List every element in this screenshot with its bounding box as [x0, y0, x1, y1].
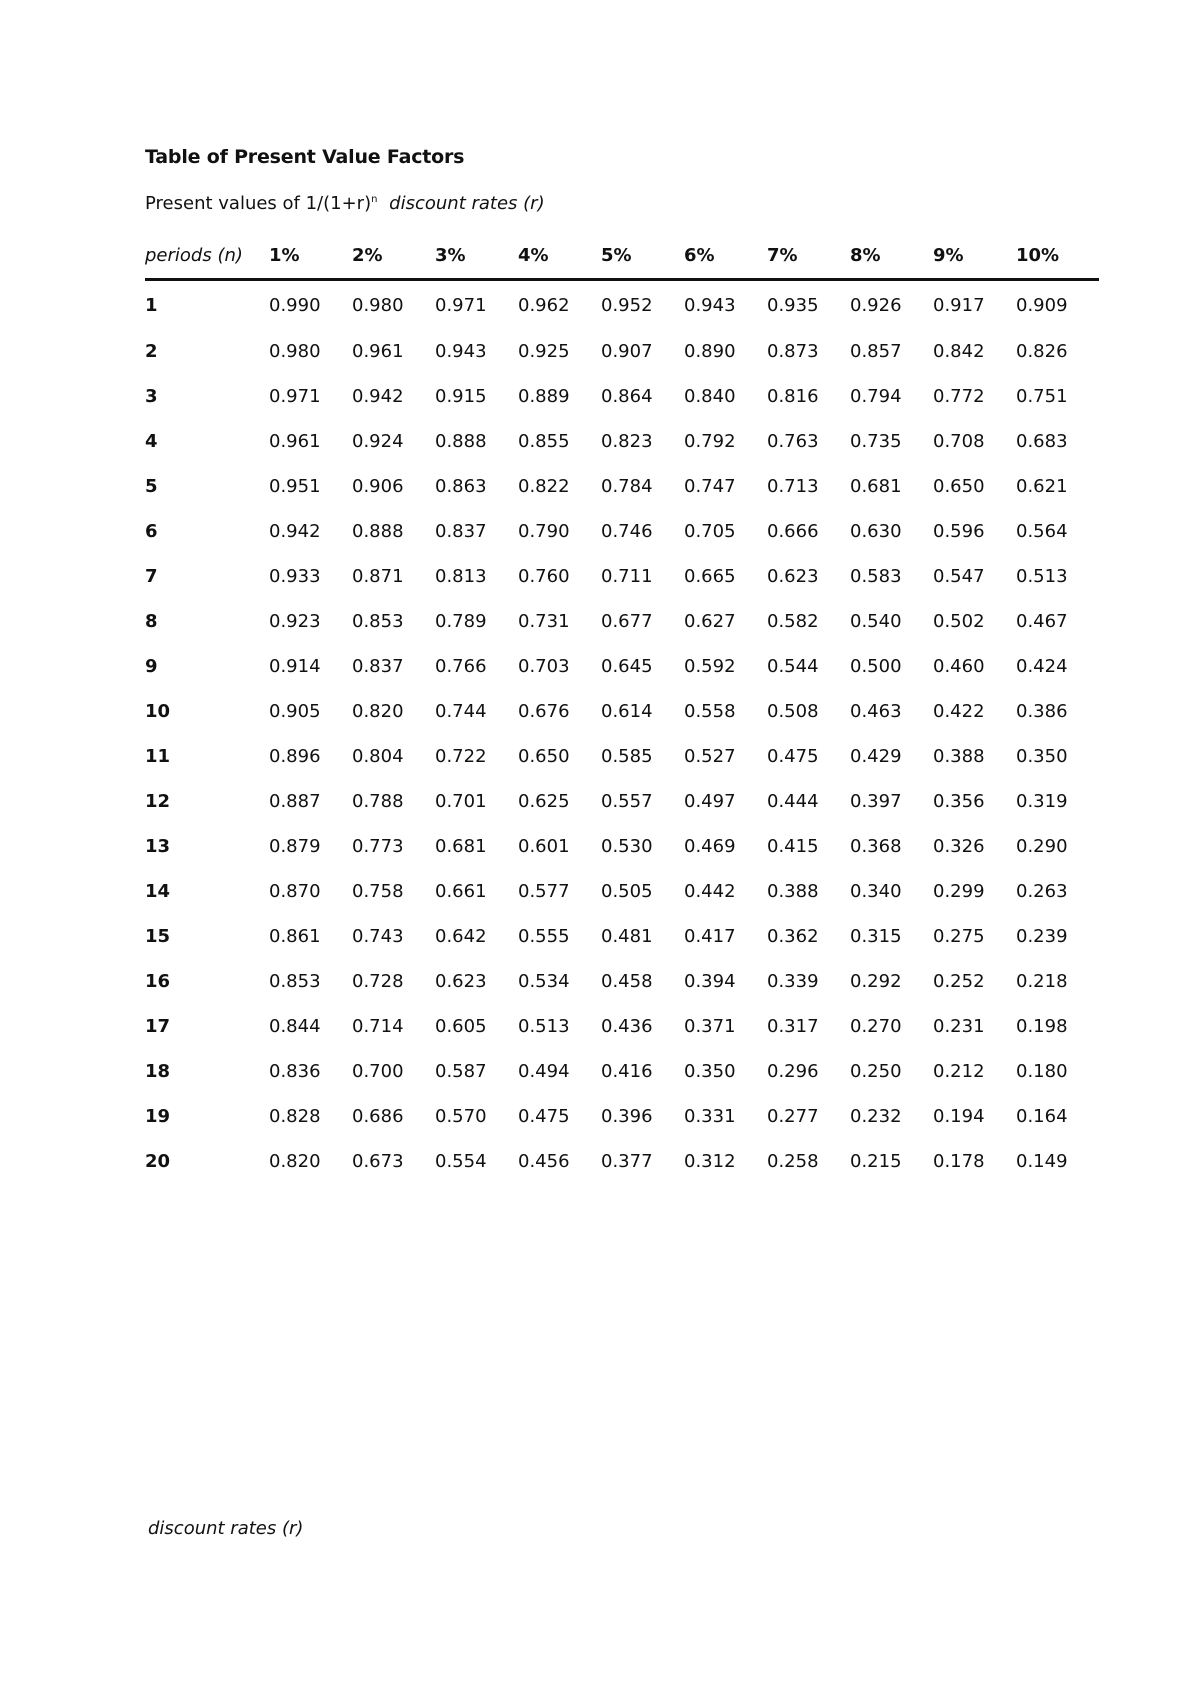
period-cell: 2 — [145, 341, 158, 362]
factor-cell: 0.763 — [767, 431, 819, 452]
period-cell: 17 — [145, 1016, 171, 1037]
factor-cell: 0.429 — [850, 746, 902, 767]
factor-cell: 0.500 — [850, 656, 902, 677]
factor-cell: 0.828 — [269, 1106, 321, 1127]
factor-cell: 0.980 — [352, 294, 404, 316]
factor-cell: 0.917 — [933, 294, 985, 316]
factor-cell: 0.394 — [684, 971, 736, 992]
table-body — [145, 280, 1099, 1185]
period-cell: 3 — [145, 386, 158, 407]
factor-cell: 0.804 — [352, 746, 404, 767]
factor-cell: 0.215 — [850, 1151, 902, 1172]
table-row — [145, 779, 1099, 824]
factor-cell: 0.661 — [435, 881, 487, 902]
rate-header: 1% — [269, 244, 300, 266]
factor-cell: 0.513 — [1016, 566, 1068, 587]
factor-cell: 0.942 — [269, 521, 321, 542]
rate-axis-label: discount rates (r) — [389, 193, 545, 214]
factor-cell: 0.813 — [435, 566, 487, 587]
factor-cell: 0.728 — [352, 971, 404, 992]
factor-cell: 0.296 — [767, 1061, 819, 1082]
factor-cell: 0.766 — [435, 656, 487, 677]
factor-cell: 0.853 — [352, 611, 404, 632]
factor-cell: 0.853 — [269, 971, 321, 992]
table-row — [145, 644, 1099, 689]
period-cell: 5 — [145, 476, 158, 497]
factor-cell: 0.889 — [518, 386, 570, 407]
rate-header: 6% — [684, 244, 715, 266]
factor-cell: 0.397 — [850, 791, 902, 812]
factor-cell: 0.198 — [1016, 1016, 1068, 1037]
factor-cell: 0.873 — [767, 341, 819, 362]
factor-cell: 0.388 — [933, 746, 985, 767]
factor-cell: 0.735 — [850, 431, 902, 452]
period-cell: 8 — [145, 611, 158, 632]
factor-cell: 0.331 — [684, 1106, 736, 1127]
factor-cell: 0.842 — [933, 341, 985, 362]
factor-cell: 0.822 — [518, 476, 570, 497]
factor-cell: 0.350 — [684, 1061, 736, 1082]
factor-cell: 0.788 — [352, 791, 404, 812]
period-cell: 6 — [145, 521, 158, 542]
factor-cell: 0.784 — [601, 476, 653, 497]
factor-cell: 0.475 — [767, 746, 819, 767]
factor-cell: 0.890 — [684, 341, 736, 362]
factor-cell: 0.751 — [1016, 386, 1068, 407]
factor-cell: 0.650 — [933, 476, 985, 497]
factor-cell: 0.744 — [435, 701, 487, 722]
factor-cell: 0.456 — [518, 1151, 570, 1172]
factor-cell: 0.557 — [601, 791, 653, 812]
period-cell: 11 — [145, 746, 171, 767]
factor-cell: 0.861 — [269, 926, 321, 947]
factor-cell: 0.990 — [269, 294, 321, 316]
factor-cell: 0.250 — [850, 1061, 902, 1082]
factor-cell: 0.971 — [269, 386, 321, 407]
factor-cell: 0.823 — [601, 431, 653, 452]
factor-cell: 0.645 — [601, 656, 653, 677]
factor-cell: 0.605 — [435, 1016, 487, 1037]
factor-cell: 0.534 — [518, 971, 570, 992]
factor-cell: 0.681 — [850, 476, 902, 497]
factor-cell: 0.942 — [352, 386, 404, 407]
table-subtitle — [145, 193, 545, 214]
table-row — [145, 1139, 1099, 1184]
factor-cell: 0.149 — [1016, 1151, 1068, 1172]
table-row — [145, 1004, 1099, 1049]
factor-cell: 0.837 — [435, 521, 487, 542]
factor-cell: 0.855 — [518, 431, 570, 452]
factor-cell: 0.792 — [684, 431, 736, 452]
factor-cell: 0.952 — [601, 294, 653, 316]
factor-cell: 0.713 — [767, 476, 819, 497]
factor-cell: 0.864 — [601, 386, 653, 407]
factor-cell: 0.377 — [601, 1151, 653, 1172]
factor-cell: 0.315 — [850, 926, 902, 947]
factor-cell: 0.758 — [352, 881, 404, 902]
factor-cell: 0.665 — [684, 566, 736, 587]
factor-cell: 0.277 — [767, 1106, 819, 1127]
factor-cell: 0.844 — [269, 1016, 321, 1037]
factor-cell: 0.386 — [1016, 701, 1068, 722]
formula-text: Present values of 1/(1+r) — [145, 193, 372, 214]
factor-cell: 0.914 — [269, 656, 321, 677]
factor-cell: 0.772 — [933, 386, 985, 407]
factor-cell: 0.760 — [518, 566, 570, 587]
factor-cell: 0.263 — [1016, 881, 1068, 902]
factor-cell: 0.339 — [767, 971, 819, 992]
factor-cell: 0.943 — [435, 341, 487, 362]
factor-cell: 0.481 — [601, 926, 653, 947]
factor-cell: 0.467 — [1016, 611, 1068, 632]
factor-cell: 0.444 — [767, 791, 819, 812]
factor-cell: 0.816 — [767, 386, 819, 407]
factor-cell: 0.475 — [518, 1106, 570, 1127]
factor-cell: 0.971 — [435, 294, 487, 316]
factor-cell: 0.879 — [269, 836, 321, 857]
table-row — [145, 554, 1099, 599]
factor-cell: 0.747 — [684, 476, 736, 497]
factor-cell: 0.582 — [767, 611, 819, 632]
formula-exponent: n — [371, 194, 378, 205]
factor-cell: 0.924 — [352, 431, 404, 452]
factor-cell: 0.460 — [933, 656, 985, 677]
factor-cell: 0.258 — [767, 1151, 819, 1172]
factor-cell: 0.319 — [1016, 791, 1068, 812]
period-cell: 9 — [145, 656, 158, 677]
table-row — [145, 869, 1099, 914]
factor-cell: 0.703 — [518, 656, 570, 677]
factor-cell: 0.368 — [850, 836, 902, 857]
factor-cell: 0.923 — [269, 611, 321, 632]
period-cell: 19 — [145, 1106, 171, 1127]
factor-cell: 0.625 — [518, 791, 570, 812]
footer-rate-label: discount rates (r) — [148, 1518, 304, 1539]
rate-header: 9% — [933, 244, 964, 266]
factor-cell: 0.630 — [850, 521, 902, 542]
factor-cell: 0.424 — [1016, 656, 1068, 677]
table-row — [145, 329, 1099, 374]
factor-cell: 0.840 — [684, 386, 736, 407]
factor-cell: 0.252 — [933, 971, 985, 992]
table-row — [145, 599, 1099, 644]
period-cell: 7 — [145, 566, 158, 587]
rate-header: 10% — [1016, 244, 1060, 266]
period-cell: 13 — [145, 836, 171, 857]
factor-cell: 0.292 — [850, 971, 902, 992]
factor-cell: 0.951 — [269, 476, 321, 497]
factor-cell: 0.837 — [352, 656, 404, 677]
factor-cell: 0.746 — [601, 521, 653, 542]
factor-cell: 0.497 — [684, 791, 736, 812]
factor-cell: 0.164 — [1016, 1106, 1068, 1127]
factor-cell: 0.935 — [767, 294, 819, 316]
period-cell: 4 — [145, 431, 158, 452]
table-header-row — [145, 232, 1099, 280]
factor-cell: 0.961 — [269, 431, 321, 452]
factor-cell: 0.442 — [684, 881, 736, 902]
factor-cell: 0.731 — [518, 611, 570, 632]
factor-cell: 0.677 — [601, 611, 653, 632]
factor-cell: 0.299 — [933, 881, 985, 902]
factor-cell: 0.826 — [1016, 341, 1068, 362]
factor-cell: 0.642 — [435, 926, 487, 947]
factor-cell: 0.469 — [684, 836, 736, 857]
table-row — [145, 464, 1099, 509]
factor-cell: 0.239 — [1016, 926, 1068, 947]
factor-cell: 0.614 — [601, 701, 653, 722]
factor-cell: 0.436 — [601, 1016, 653, 1037]
factor-cell: 0.820 — [269, 1151, 321, 1172]
factor-cell: 0.547 — [933, 566, 985, 587]
rate-header: 5% — [601, 244, 632, 266]
present-value-table — [145, 232, 1099, 1184]
factor-cell: 0.888 — [435, 431, 487, 452]
period-cell: 10 — [145, 701, 171, 722]
factor-cell: 0.212 — [933, 1061, 985, 1082]
factor-cell: 0.502 — [933, 611, 985, 632]
factor-cell: 0.422 — [933, 701, 985, 722]
factor-cell: 0.508 — [767, 701, 819, 722]
factor-cell: 0.906 — [352, 476, 404, 497]
factor-cell: 0.711 — [601, 566, 653, 587]
factor-cell: 0.925 — [518, 341, 570, 362]
period-cell: 18 — [145, 1061, 171, 1082]
factor-cell: 0.513 — [518, 1016, 570, 1037]
factor-cell: 0.326 — [933, 836, 985, 857]
factor-cell: 0.505 — [601, 881, 653, 902]
period-cell: 15 — [145, 926, 171, 947]
factor-cell: 0.231 — [933, 1016, 985, 1037]
factor-cell: 0.415 — [767, 836, 819, 857]
table-row — [145, 959, 1099, 1004]
factor-cell: 0.888 — [352, 521, 404, 542]
table-row — [145, 280, 1099, 330]
table-row — [145, 1094, 1099, 1139]
factor-cell: 0.863 — [435, 476, 487, 497]
factor-cell: 0.686 — [352, 1106, 404, 1127]
factor-cell: 0.570 — [435, 1106, 487, 1127]
factor-cell: 0.270 — [850, 1016, 902, 1037]
factor-cell: 0.592 — [684, 656, 736, 677]
rate-header: 3% — [435, 244, 466, 266]
factor-cell: 0.317 — [767, 1016, 819, 1037]
table-row — [145, 374, 1099, 419]
rate-header: 2% — [352, 244, 383, 266]
factor-cell: 0.530 — [601, 836, 653, 857]
factor-cell: 0.596 — [933, 521, 985, 542]
factor-cell: 0.340 — [850, 881, 902, 902]
factor-cell: 0.701 — [435, 791, 487, 812]
factor-cell: 0.577 — [518, 881, 570, 902]
factor-cell: 0.794 — [850, 386, 902, 407]
factor-cell: 0.218 — [1016, 971, 1068, 992]
factor-cell: 0.907 — [601, 341, 653, 362]
factor-cell: 0.362 — [767, 926, 819, 947]
periods-header: periods (n) — [145, 244, 243, 266]
document-title: Table of Present Value Factors — [145, 146, 465, 168]
factor-cell: 0.681 — [435, 836, 487, 857]
period-cell: 1 — [145, 294, 158, 316]
factor-cell: 0.564 — [1016, 521, 1068, 542]
table-row — [145, 689, 1099, 734]
factor-cell: 0.705 — [684, 521, 736, 542]
factor-cell: 0.961 — [352, 341, 404, 362]
table-row — [145, 734, 1099, 779]
factor-cell: 0.700 — [352, 1061, 404, 1082]
factor-cell: 0.789 — [435, 611, 487, 632]
factor-cell: 0.980 — [269, 341, 321, 362]
period-cell: 16 — [145, 971, 171, 992]
factor-cell: 0.722 — [435, 746, 487, 767]
factor-cell: 0.601 — [518, 836, 570, 857]
factor-cell: 0.458 — [601, 971, 653, 992]
table-row — [145, 1049, 1099, 1094]
factor-cell: 0.870 — [269, 881, 321, 902]
factor-cell: 0.905 — [269, 701, 321, 722]
factor-cell: 0.627 — [684, 611, 736, 632]
factor-cell: 0.676 — [518, 701, 570, 722]
rate-header: 8% — [850, 244, 881, 266]
factor-cell: 0.896 — [269, 746, 321, 767]
factor-cell: 0.926 — [850, 294, 902, 316]
factor-cell: 0.583 — [850, 566, 902, 587]
factor-cell: 0.290 — [1016, 836, 1068, 857]
factor-cell: 0.558 — [684, 701, 736, 722]
table-row — [145, 914, 1099, 959]
factor-cell: 0.683 — [1016, 431, 1068, 452]
factor-cell: 0.666 — [767, 521, 819, 542]
factor-cell: 0.417 — [684, 926, 736, 947]
factor-cell: 0.714 — [352, 1016, 404, 1037]
factor-cell: 0.275 — [933, 926, 985, 947]
factor-cell: 0.836 — [269, 1061, 321, 1082]
factor-cell: 0.962 — [518, 294, 570, 316]
factor-cell: 0.180 — [1016, 1061, 1068, 1082]
factor-cell: 0.933 — [269, 566, 321, 587]
period-cell: 14 — [145, 881, 171, 902]
table-row — [145, 419, 1099, 464]
factor-cell: 0.350 — [1016, 746, 1068, 767]
table-row — [145, 824, 1099, 869]
factor-cell: 0.540 — [850, 611, 902, 632]
factor-cell: 0.388 — [767, 881, 819, 902]
factor-cell: 0.820 — [352, 701, 404, 722]
factor-cell: 0.232 — [850, 1106, 902, 1127]
factor-cell: 0.396 — [601, 1106, 653, 1127]
factor-cell: 0.621 — [1016, 476, 1068, 497]
factor-cell: 0.623 — [435, 971, 487, 992]
factor-cell: 0.743 — [352, 926, 404, 947]
factor-cell: 0.887 — [269, 791, 321, 812]
factor-cell: 0.790 — [518, 521, 570, 542]
factor-cell: 0.494 — [518, 1061, 570, 1082]
factor-cell: 0.194 — [933, 1106, 985, 1127]
factor-cell: 0.554 — [435, 1151, 487, 1172]
period-cell: 20 — [145, 1151, 171, 1172]
factor-cell: 0.585 — [601, 746, 653, 767]
factor-cell: 0.527 — [684, 746, 736, 767]
factor-cell: 0.857 — [850, 341, 902, 362]
factor-cell: 0.416 — [601, 1061, 653, 1082]
factor-cell: 0.178 — [933, 1151, 985, 1172]
factor-cell: 0.773 — [352, 836, 404, 857]
factor-cell: 0.909 — [1016, 294, 1068, 316]
factor-cell: 0.356 — [933, 791, 985, 812]
factor-cell: 0.915 — [435, 386, 487, 407]
table-row — [145, 509, 1099, 554]
period-cell: 12 — [145, 791, 171, 812]
rate-header: 7% — [767, 244, 798, 266]
factor-cell: 0.708 — [933, 431, 985, 452]
factor-cell: 0.650 — [518, 746, 570, 767]
factor-cell: 0.587 — [435, 1061, 487, 1082]
rate-header: 4% — [518, 244, 549, 266]
factor-cell: 0.871 — [352, 566, 404, 587]
factor-cell: 0.544 — [767, 656, 819, 677]
factor-cell: 0.943 — [684, 294, 736, 316]
factor-cell: 0.371 — [684, 1016, 736, 1037]
factor-cell: 0.623 — [767, 566, 819, 587]
factor-cell: 0.463 — [850, 701, 902, 722]
factor-cell: 0.673 — [352, 1151, 404, 1172]
factor-cell: 0.555 — [518, 926, 570, 947]
factor-cell: 0.312 — [684, 1151, 736, 1172]
